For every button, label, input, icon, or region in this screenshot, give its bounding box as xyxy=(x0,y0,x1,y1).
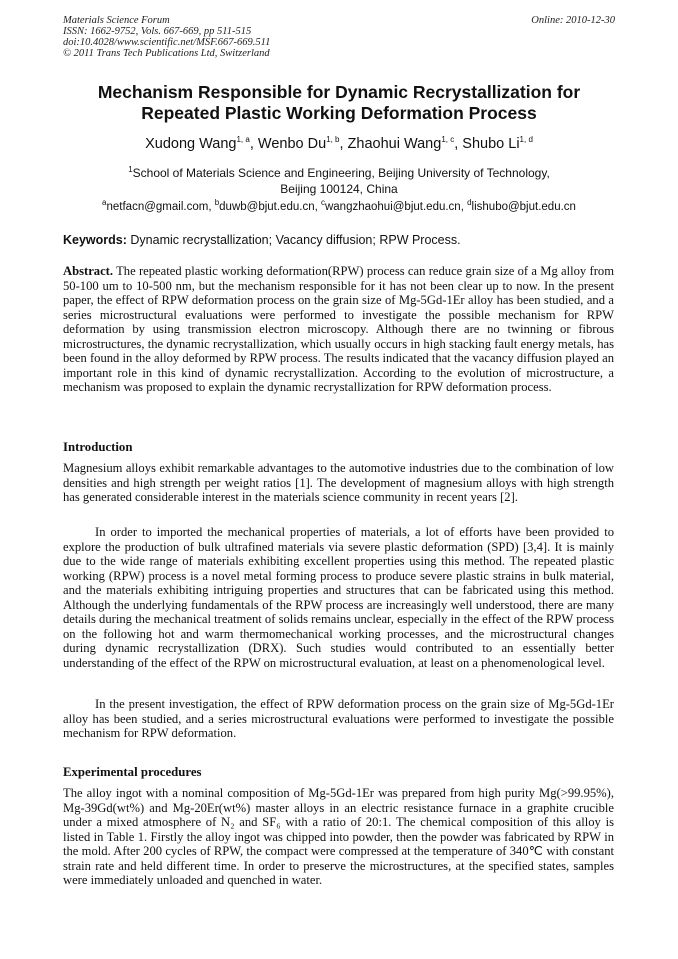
email-list: $^a$netfacn@gmail.com, $^b$duwb@bjut.edu.cn, $^c$wangzhaohui@bjut.edu.cn, $^d$lishubo@bjut.edu.cn xyxy=(102,198,576,213)
section-heading: Introduction xyxy=(63,440,133,454)
affil-sup: 1 xyxy=(128,165,133,174)
email-sup: c xyxy=(320,198,325,207)
journal-name: Materials Science Forum xyxy=(63,15,170,26)
doi: doi:10.4028/www.scientific.net/MSF.667-669.511 xyxy=(63,37,271,48)
abstract-label: Abstract. xyxy=(63,264,114,278)
abstract xyxy=(63,264,614,395)
issn: ISSN: 1662-9752, Vols. 667-669, pp 511-515 xyxy=(63,26,252,37)
paragraph: Magnesium alloys exhibit remarkable advantages to the automotive industries due to the combination of low densities and high strength per weight ratios [1]. The development of magnesium alloys with high strength has generated considerable interest in the materials science community in recent years [2]. xyxy=(63,461,614,504)
affil-line: School of Materials Science and Engineering, Beijing University of Technology, xyxy=(132,166,550,180)
author: Zhaohui Wang xyxy=(347,135,442,152)
author-list: Xudong Wang$^{1, a}$, Wenbo Du$^{1, b}$, Zhaohui Wang$^{1, c}$, Shubo Li$^{1, d}$ xyxy=(145,135,533,152)
title-line: Mechanism Responsible for Dynamic Recrystallization for xyxy=(97,82,581,102)
email-link[interactable]: duwb@bjut.edu.cn xyxy=(219,200,315,213)
email-link[interactable]: netfacn@gmail.com xyxy=(106,200,209,213)
paragraph: The alloy ingot with a nominal composition of Mg-5Gd-1Er was prepared from high purity Mg(>99.95%), Mg-39Gd(wt%) and Mg-20Er(wt%) master alloys in an electric resistance furnace in a graphite crucible under a mixed atmosphere of N₂ and SF₆ with a ratio of 20:1. The chemical composition of this alloy is listed in Table 1. Firstly the alloy ingot was chipped into powder, then the powder was fabricated by RPW in the mold. After 200 cycles of RPW, the compact were compressed at the temperature of 340℃ with constant strain rate and held different time. In order to preserve the microstructures, at the specified states, samples were immediately unloaded and quenched in water. xyxy=(63,786,614,887)
author: Shubo Li xyxy=(462,135,520,152)
copyright: © 2011 Trans Tech Publications Ltd, Switzerland xyxy=(63,48,270,59)
paragraph: In the present investigation, the effect of RPW deformation process on the grain size of Mg-5Gd-1Er alloy has been studied, and a series microstructural evaluations were performed to investigate the possible mechanism for RPW deformation. xyxy=(63,697,614,740)
author-sup: 1, d xyxy=(519,135,533,144)
paragraph: In order to imported the mechanical properties of materials, a lot of efforts have been provided to explore the production of bulk ultrafined materials via severe plastic deformation (SPD) [3,4]. It is mainly due to the wide range of materials exhibiting excellent properties using this method. The repeated plastic working (RPW) process is a novel metal forming process to produce severe plastic strains in bulk material, and the materials exhibiting intriguing properties and structures that can be fabricated using this method. Although the underlying fundamentals of the RPW process are increasingly well understood, there are many details during the mechanical treatment of solids remains unclear, especially in the effect of the RPW process on the following hot and warm thermomechanical working processes, and the microstructural changes during dynamic recrystallization (DRX). Such studies would contributed to an essentially better understanding of the effect of the RPW on microstructural evaluation, at least on a phenomenological level. xyxy=(63,525,614,670)
author: Xudong Wang xyxy=(145,135,237,152)
author-sup: 1, b xyxy=(326,135,340,144)
author-sup: 1, a xyxy=(236,135,250,144)
email-sup: a xyxy=(102,198,107,207)
abstract-text: The repeated plastic working deformation(RPW) process can reduce grain size of a Mg alloy from 50-100 um to 10-500 nm, but the mechanism responsible for it has not been clear up to now. In the present paper, the effect of RPW deformation process on the grain size of Mg-5Gd-1Er alloy has been studied, and a series microstructural evaluations were performed to investigate the possible mechanism for RPW deformation by using transmission electron microscopy. Although there are no twinning or fibrous microstructures, the dynamic recrystallization, which usually occurs in high stacking fault energy metals, has been found in the alloy deformed by RPW process. The results indicated that the vacancy diffusion played an important role in this kind of dynamic recrystallization. According to the evolution of microstructure, a mechanism was proposed to explain the dynamic recrystallization for RPW deformation process. xyxy=(63,264,615,394)
journal-info xyxy=(63,15,270,59)
keywords-text: Dynamic recrystallization; Vacancy diffusion; RPW Process. xyxy=(130,233,461,247)
email-link[interactable]: wangzhaohui@bjut.edu.cn xyxy=(324,200,461,213)
author-sup: 1, c xyxy=(441,135,455,144)
author: Wenbo Du xyxy=(257,135,327,152)
affiliation xyxy=(40,162,638,197)
title-line: Repeated Plastic Working Deformation Process xyxy=(141,103,537,123)
online-date: Online: 2010-12-30 xyxy=(531,15,615,26)
keywords xyxy=(63,233,461,247)
keywords-label: Keywords: xyxy=(63,233,127,247)
email-sup: b xyxy=(214,198,220,207)
paper-title xyxy=(40,82,638,124)
email-link[interactable]: lishubo@bjut.edu.cn xyxy=(471,200,576,213)
section-heading: Experimental procedures xyxy=(63,765,202,779)
affil-line: Beijing 100124, China xyxy=(280,182,398,196)
email-sup: d xyxy=(467,198,472,207)
